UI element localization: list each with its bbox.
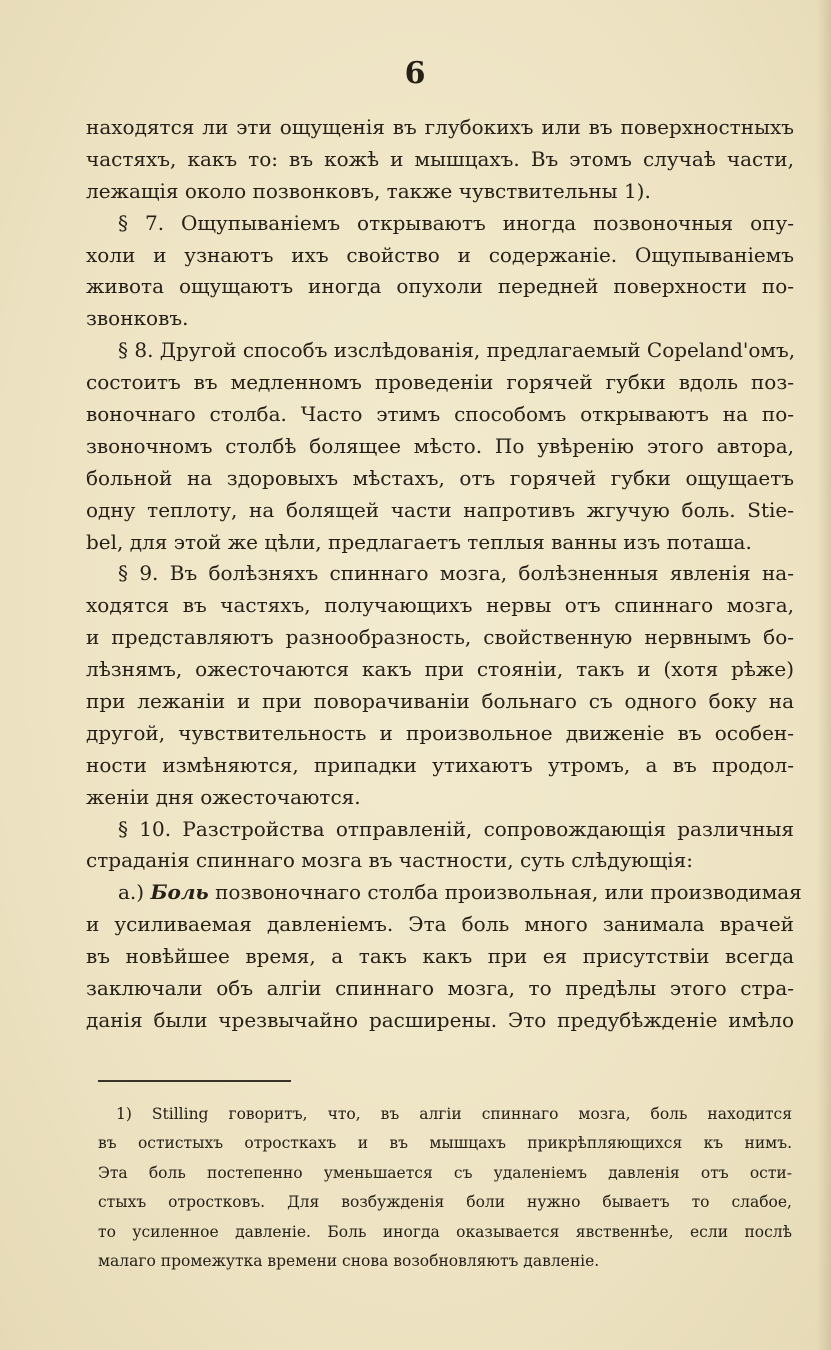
text-line: больной на здоровыхъ мѣстахъ, отъ горячей губки ощущаетъ [86, 465, 794, 490]
text-line: ности измѣняются, припадки утихаютъ утромъ, а въ продол- [86, 752, 794, 777]
paragraph-10-start: § 10. Разстройства отправленій, сопровождающія различныя [118, 816, 794, 841]
text-line: частяхъ, какъ то: въ кожѣ и мышцахъ. Въ этомъ случаѣ части, [86, 146, 794, 171]
text-line: женіи дня ожесточаются. [86, 784, 361, 809]
text-line: состоитъ въ медленномъ проведеніи горячей губки вдоль поз- [86, 370, 794, 395]
text-line: одну теплоту, на болящей части напротивъ жгучую боль. Stie- [86, 497, 794, 522]
text-line: лѣзнямъ, ожесточаются какъ при стояніи, такъ и (хотя рѣже) [86, 657, 794, 682]
text-line: при лежаніи и при поворачиваніи больнаго съ одного боку на [86, 689, 794, 714]
text-line: звоночномъ столбѣ болящее мѣсто. По увѣренію этого автора, [86, 433, 794, 458]
paragraph-7-start: § 7. Ощупываніемъ открываютъ иногда позвоночныя опу- [118, 210, 794, 235]
page-edge-shadow [817, 0, 831, 1350]
page-number: 6 [404, 56, 427, 91]
text-line: въ новѣйшее время, а такъ какъ при ея присутствіи всегда [86, 944, 794, 969]
footnote-line: малаго промежутка времени снова возобновляютъ давленіе. [98, 1251, 600, 1270]
footnote-divider [98, 1080, 291, 1082]
footnote [98, 1100, 792, 1276]
footnote-line: стыхъ отростковъ. Для возбужденія боли нужно бываетъ то слабое, [98, 1193, 792, 1212]
footnote-line: Эта боль постепенно уменьшается съ удаленіемъ давленія отъ ости- [98, 1163, 792, 1182]
main-text [86, 112, 802, 1037]
paragraph-a-start [86, 877, 802, 909]
text-line: и усиливаемая давленіемъ. Эта боль много занимала врачей [86, 912, 794, 937]
text-line: ходятся въ частяхъ, получающихъ нервы отъ спиннаго мозга, [86, 593, 794, 618]
paragraph-8-start: § 8. Другой способъ изслѣдованія, предлагаемый Copeland'омъ, [118, 338, 796, 363]
text-line: bel, для этой же цѣли, предлагаетъ теплыя ванны изъ поташа. [86, 529, 752, 554]
footnote-line: то усиленное давленіе. Боль иногда оказывается явственнѣе, если послѣ [98, 1222, 792, 1241]
text-line: живота ощущаютъ иногда опухоли передней поверхности по- [86, 274, 794, 299]
text-line: и представляютъ разнообразность, свойственную нервнымъ бо- [86, 625, 794, 650]
footnote-line: въ остистыхъ отросткахъ и въ мышцахъ прикрѣпляющихся къ нимъ. [98, 1134, 792, 1153]
text-line: другой, чувствительность и произвольное движеніе въ особен- [86, 720, 794, 745]
text-line: воночнаго столба. Часто этимъ способомъ открываютъ на по- [86, 402, 794, 427]
footnote-line: 1) Stilling говоритъ, что, въ алгіи спиннаго мозга, боль находится [116, 1105, 792, 1123]
italic-term: Боль [150, 880, 209, 905]
paragraph-9-start: § 9. Въ болѣзняхъ спиннаго мозга, болѣзненныя явленія на- [118, 561, 794, 586]
text-line: лежащія около позвонковъ, также чувствительны 1). [86, 178, 651, 203]
text-line: страданія спиннаго мозга въ частности, суть слѣдующія: [86, 848, 694, 873]
text-line: данія были чрезвычайно расширены. Это предубѣжденіе имѣло [86, 1007, 794, 1032]
item-text: позвоночнаго столба произвольная, или производимая [215, 880, 802, 905]
text-line: заключали объ алгіи спиннаго мозга, то предѣлы этого стра- [86, 976, 794, 1001]
item-marker: a.) [118, 880, 145, 905]
text-line: звонковъ. [86, 306, 189, 331]
text-line: холи и узнаютъ ихъ свойство и содержаніе. Ощупываніемъ [86, 242, 794, 267]
text-line: находятся ли эти ощущенія въ глубокихъ или въ поверхностныхъ [86, 115, 794, 139]
